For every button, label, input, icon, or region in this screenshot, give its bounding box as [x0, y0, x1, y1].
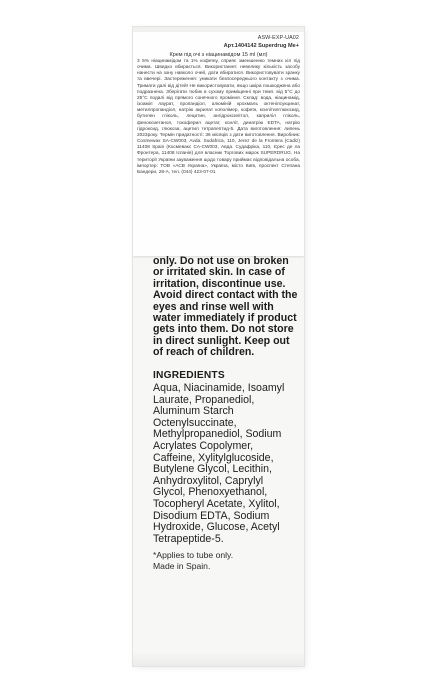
ingredients-list: Aqua, Niacinamide, Isoamyl Laurate, Propanediol, Aluminum Starch Octenylsuccinate, Methylpropanediol, Sodium Acrylates Copolymer, Caffeine, Xylitylglucoside, Butylene Glycol, Lecithin, Anhydroxylitol, Caprylyl Glycol, Phenoxyethanol, Tocopheryl Acetate, Xylitol, Disodium EDTA, Sodium Hydroxide, Glucose, Acetyl Tetrapeptide-5.	[153, 382, 285, 545]
ingredients-title: INGREDIENTS	[153, 370, 225, 381]
sticker-body-text: 3 5% ніацинамідом та 1% кофеїну, сприяє зменшенню темних кіл під очима. Швидко вбирається. Використання: невелику кількість засобу нанести на зону навколо очей, дати вбиратися. Використовувати зранку та ввечері. Застереження: уникати безпосереднього контакту з очима. Тримати далі від дітей! Не використовувати, якщо шкіра пошкоджена або подразнена. Зберігати тюбик в сухому приміщенні при темп. від 5°С до 25°С подалі від прямого сонячного проміння. Склад: вода, ніацинамід, ізоаміл лаурат, пропандіол, алюміній крохмаль октенілсукцинат, метилпропандіол, натрію акрилат кополімер, кофеїн, ксилітилглюкозид, бутилен гліколь, лецитин, ангідроксилітол, каприліл гліколь, феноксиетанол, токоферил ацетат, ксиліт, динатрію EDTA, натрію гідроксид, глюкоза, ацетил тетрапептид-5. Дата виготовлення: липень 2023року. Термін придатності: 36 місяців з дати виготовлення. Виробник: Cosmewax SA-CW003, Avda. Sudafrica, 110, Jerez de la Frontera (Cadiz) 11408 Spain (Космевакс СА-CW003, Авда. Судафріка, 110, Єрес де ла Фронтера, 11408 Іспанія) для власник Торгових марок SUPERDRUG. На території України зауваження щодо товару приймає відповідальна особа, імпортер: ТОВ «АСВ Україна», Україна, місто Київ, проспект Степана Бандери, 28-А, тел. (044) 423-07-01	[137, 59, 300, 175]
sticker-product-name: Крем під очі з ніацинамідом 15 ml (мл)	[169, 52, 268, 58]
sticker-code: ASW-EXP-UA02	[257, 35, 299, 41]
product-carton	[133, 27, 304, 666]
warning-text: only. Do not use on broken or irritated skin. In case of irritation, discontinue use. Avoid direct contact with the eyes and rinse well with water immediately if product gets into them. Do not store in direct sunlight. Keep out of reach of children.	[153, 255, 298, 359]
footnote-origin: Made in Spain.	[153, 561, 211, 571]
carton-bottom-edge	[133, 652, 304, 666]
importer-sticker-label	[133, 32, 304, 256]
sticker-article: Арт.1404142 Superdrug Me+	[223, 43, 299, 49]
footnote	[153, 550, 298, 572]
footnote-tube: *Applies to tube only.	[153, 550, 234, 560]
